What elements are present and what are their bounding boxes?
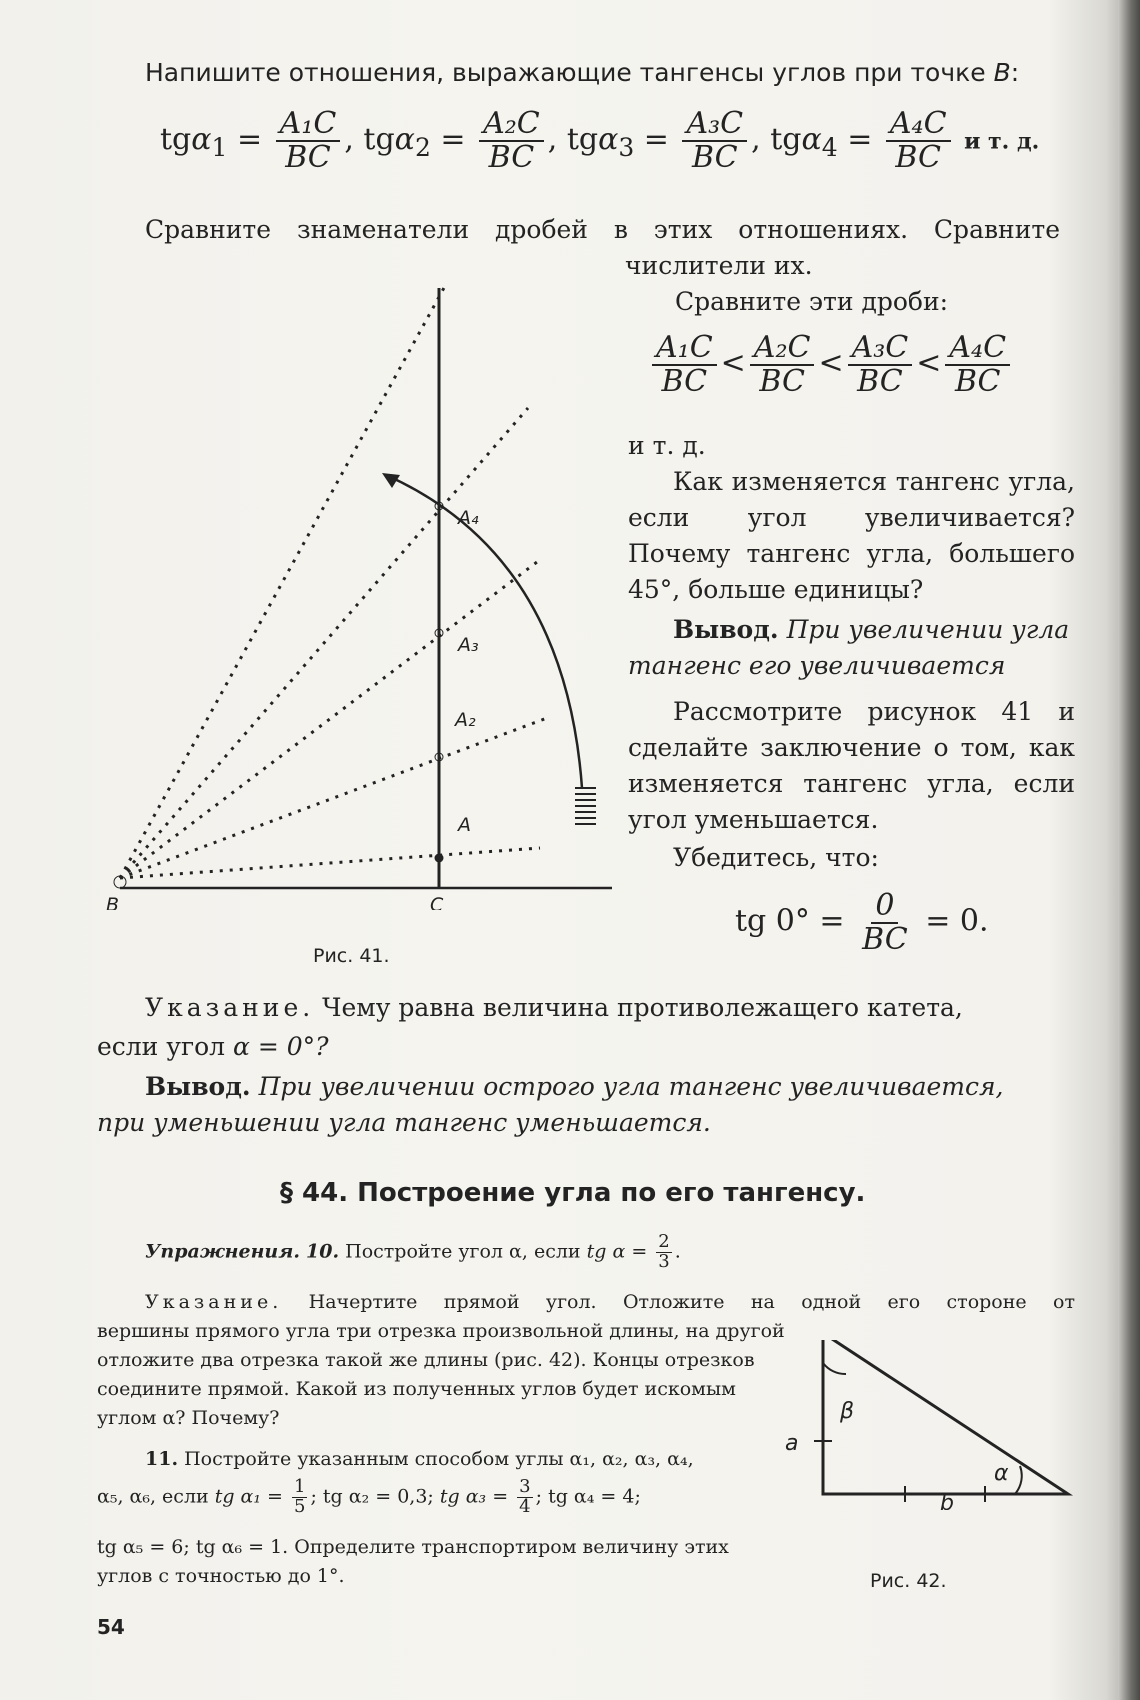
tangent-formulas: tgα$_1$ = $\frac{\text{A₁C}}{BC}$ , tgα$_2$ = $\frac{\text{A₂C}}{BC}$ , tgα$_3$ = $\frac{\text{A₃C}}{BC}$ , tgα$_4$ = $\frac{\text{A₄C}}{BC}$ и т. д. — [160, 106, 1040, 175]
rotation-arc — [386, 475, 582, 788]
formula-2: tgα$_2$ = $\frac{\text{A₂C}}{BC}$ , — [363, 106, 558, 175]
conclusion-paragraph-1: Вывод. При увеличении угла тангенс его увеличивается — [628, 615, 1070, 680]
compare-denominators: Сравните знаменатели дробей в этих отношениях. Сравните — [145, 215, 1060, 244]
ray-a — [120, 848, 540, 878]
figure-42-caption: Рис. 42. — [870, 1570, 947, 1592]
fig41-geometry — [114, 286, 612, 888]
label-C: C — [430, 894, 444, 910]
fractions-inequality: $\frac{\text{A₁C}}{BC}$ < $\frac{\text{A₂C}}{BC}$ < $\frac{\text{A₃C}}{BC}$ < $\frac{\text{A₄C}}{BC}$ — [648, 332, 1014, 397]
label-b: b — [940, 1491, 954, 1510]
label-A3: A₃ — [458, 634, 479, 656]
exercise-10: Упражнения. 10. Постройте угол α, если tg α = $\frac{2}{3}$ . — [145, 1231, 681, 1272]
etc-label: и т. д. — [628, 431, 706, 460]
hint-paragraph: Указание. Чему равна величина противолежащего катета, — [145, 993, 963, 1022]
label-A: A — [458, 814, 471, 836]
label-a: a — [785, 1431, 799, 1456]
make-sure-label: Убедитесь, что: — [673, 843, 879, 872]
question-paragraph: Как изменяется тангенс угла, если угол увеличивается? Почему тангенс угла, большего 45°, больше единицы? — [628, 467, 1075, 604]
exercise-11-line-1: 11. Постройте указанным способом углы α₁, α₂, α₃, α₄, — [145, 1448, 694, 1470]
formula-4: tgα$_4$ = $\frac{\text{A₄C}}{BC}$ — [770, 122, 954, 157]
final-conclusion: Вывод. При увеличении острого угла тангенс увеличивается, — [145, 1072, 1004, 1101]
consider-figure-paragraph: Рассмотрите рисунок 41 и сделайте заключение о том, как изменяется тангенс угла, если угол уменьшается. — [628, 697, 1075, 834]
hint-line-2: если угол α = 0°? — [97, 1032, 329, 1061]
tg-zero-formula: tg 0° = $\frac{0}{BC}$ = 0. — [735, 888, 989, 957]
exercise-hint-line-1: Указание. Начертите прямой угол. Отложите на одной его стороне от — [145, 1291, 1075, 1313]
right-triangle — [823, 1340, 1068, 1494]
angle-beta-arc — [823, 1363, 846, 1374]
exercise-11-rest: tg α₅ = 6; tg α₆ = 1. Определите транспортиром величину этих углов с точностью до 1°. — [97, 1536, 729, 1587]
arc-feather-marks — [575, 788, 596, 824]
ray-top — [120, 286, 445, 878]
figure-41-caption: Рис. 41. — [313, 945, 390, 967]
ray-a2 — [120, 718, 547, 878]
compare-numerators: числители их. — [625, 251, 813, 280]
book-spine-shadow — [1118, 0, 1140, 1700]
label-B: B — [106, 894, 120, 910]
figure-42 — [780, 1340, 1090, 1510]
section-heading: § 44. Построение угла по его тангенсу. — [280, 1178, 866, 1208]
figure-41 — [100, 270, 630, 910]
page-number: 54 — [97, 1615, 125, 1639]
label-alpha: α — [994, 1461, 1009, 1486]
exercise-hint-rest: вершины прямого угла три отрезка произвольной длины, на другой отложите два отрезка такой же длины (рис. 42). Концы отрезков соедините прямой. Какой из полученных углов будет искомым углом α? Почему? — [97, 1320, 785, 1429]
compare-fractions-label: Сравните эти дроби: — [675, 287, 949, 316]
point-A — [435, 854, 443, 862]
intro-line: Напишите отношения, выражающие тангенсы углов при точке B: — [145, 58, 1020, 87]
exercise-11-line-2: α₅, α₆, если tg α₁ = $\frac{1}{5}$ ; tg α₂ = 0,3; tg α₃ = $\frac{3}{4}$ ; tg α₄ = 4; — [97, 1476, 641, 1517]
label-beta: β — [840, 1399, 855, 1424]
final-conclusion-line-2: при уменьшении угла тангенс уменьшается. — [97, 1108, 711, 1137]
angle-alpha-arc — [1015, 1466, 1022, 1494]
label-A4: A₄ — [458, 507, 479, 529]
formula-1: tgα$_1$ = $\frac{\text{A₁C}}{BC}$ , — [160, 106, 354, 175]
formula-3: tgα$_3$ = $\frac{\text{A₃C}}{BC}$ , — [566, 106, 761, 175]
label-A2: A₂ — [455, 709, 476, 731]
